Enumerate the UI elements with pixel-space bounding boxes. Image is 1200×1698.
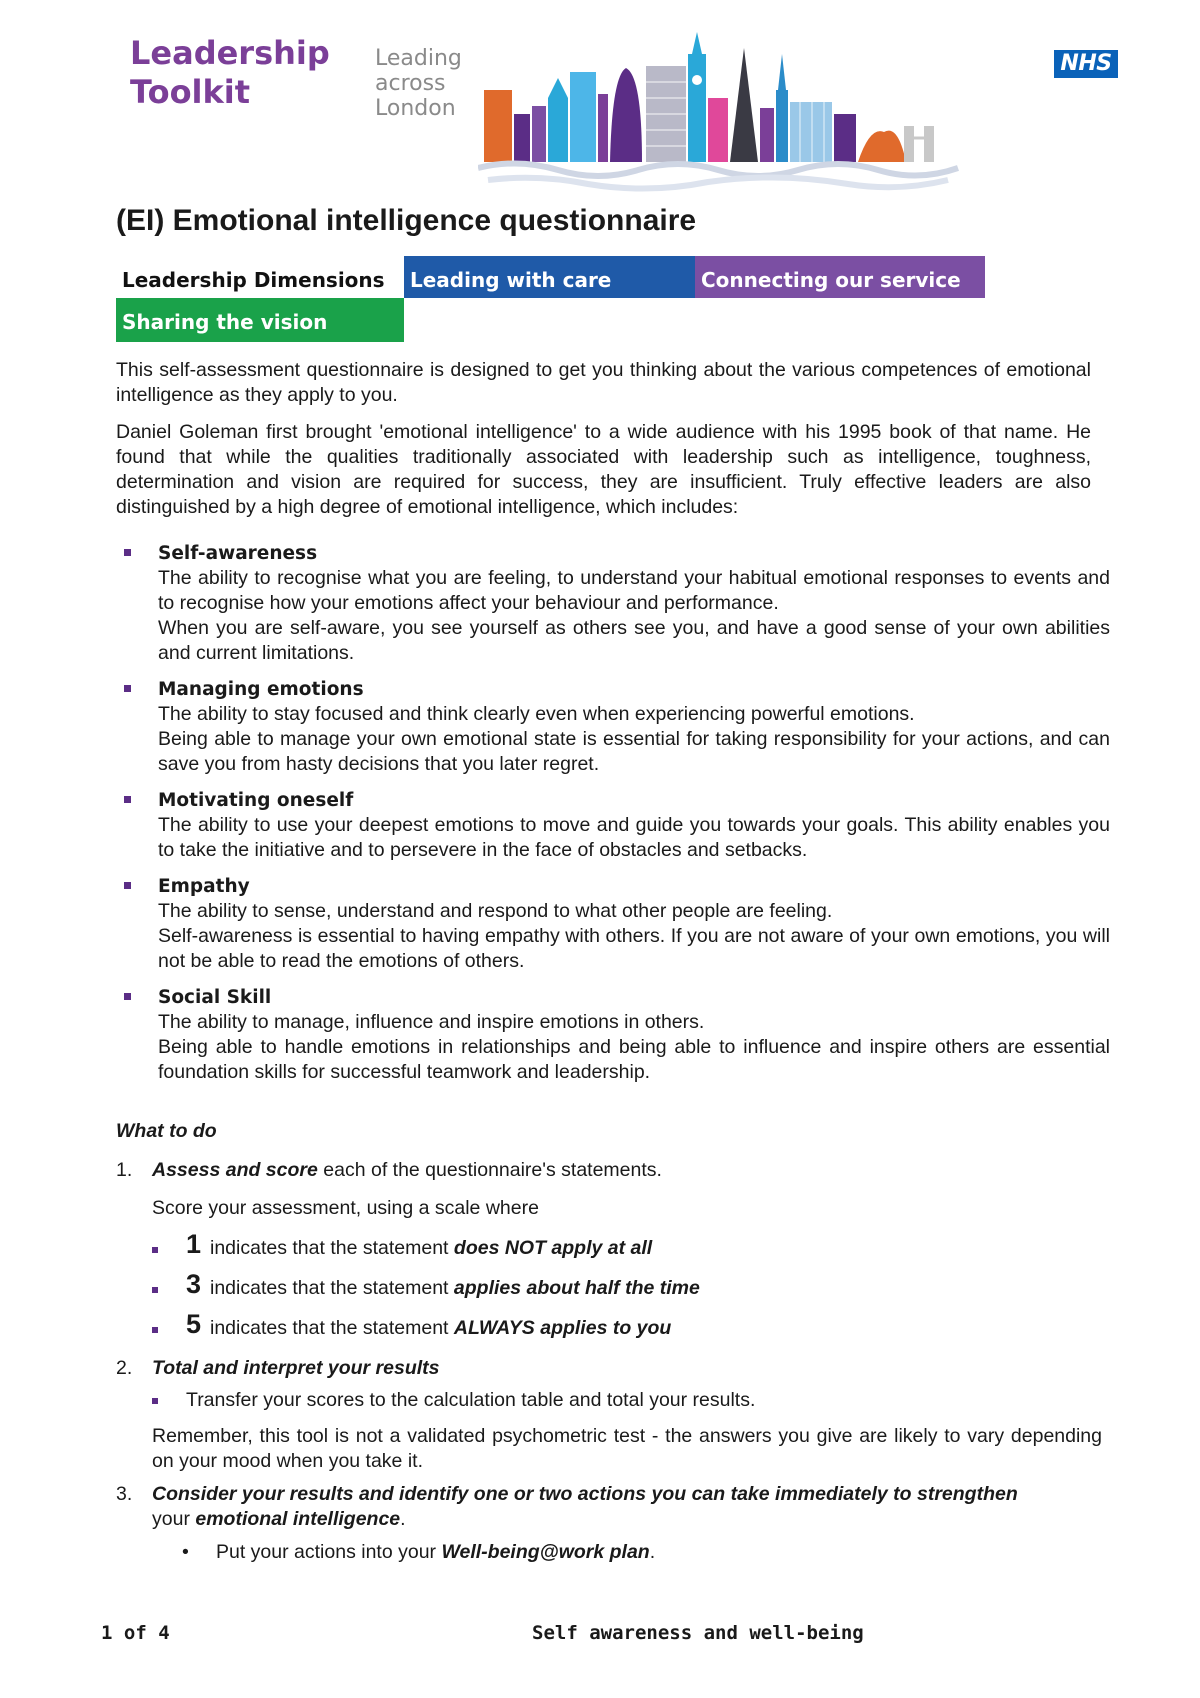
scale-text: indicates that the statement	[210, 1277, 454, 1299]
competence-self-awareness	[120, 541, 1110, 666]
square-bullet-icon	[124, 685, 131, 692]
competence-title: Social Skill	[158, 987, 272, 1008]
competence-title: Self-awareness	[158, 543, 318, 564]
competence-description	[158, 566, 1110, 666]
square-bullet-icon	[152, 1247, 158, 1253]
competence-line: The ability to recognise what you are feeling, to understand your habitual emotional responses to events and to recognise how your emotions affect your behaviour and performance.	[158, 567, 1110, 614]
leadership-dimensions-table	[116, 256, 986, 342]
dimensions-label: Leadership Dimensions	[122, 268, 385, 292]
toolkit-brand	[130, 34, 330, 112]
scale-intro: Score your assessment, using a scale where	[152, 1197, 539, 1219]
page-number: 1 of 4	[101, 1622, 170, 1644]
square-bullet-icon	[124, 993, 131, 1000]
competence-line: Self-awareness is essential to having empathy with others. If you are not aware of your own emotions, you will not be able to read the emotions of others.	[158, 925, 1110, 972]
competence-line: Being able to manage your own emotional state is essential for taking responsibility for your actions, and can save you from hasty decisions that you later regret.	[158, 728, 1110, 775]
competence-empathy	[120, 874, 1110, 974]
scale-emphasis: applies about half the time	[453, 1277, 700, 1299]
competence-title: Motivating oneself	[158, 790, 354, 811]
leading-across-london-logo	[375, 46, 462, 121]
wellbeing-plan-reference: Well-being@work plan	[441, 1541, 650, 1563]
step-number: 1.	[116, 1159, 133, 1181]
lal-line-3: London	[375, 96, 456, 121]
dimension-leading-with-care: Leading with care	[404, 256, 695, 298]
footer-section-title: Self awareness and well-being	[532, 1622, 864, 1644]
step-2-bullet-text: Transfer your scores to the calculation table and total your results.	[186, 1389, 756, 1411]
square-bullet-icon	[124, 796, 131, 803]
competence-line: Being able to handle emotions in relationships and being able to influence and inspire others are essential foundation skills for successful teamwork and leadership.	[158, 1036, 1110, 1083]
scale-number: 1	[186, 1229, 202, 1259]
square-bullet-icon	[124, 549, 131, 556]
dimension-connecting-our-service: Connecting our service	[695, 256, 985, 298]
step-3-text: your	[152, 1508, 196, 1530]
scale-number: 3	[186, 1269, 202, 1299]
competence-line: The ability to use your deepest emotions to move and guide you towards your goals. This ability enables you to take the initiative and to persevere in the face of obstacles and setbacks.	[158, 814, 1110, 861]
step-1-bold: Assess and score	[152, 1159, 318, 1181]
intro-paragraph-2: Daniel Goleman first brought 'emotional intelligence' to a wide audience with his 1995 book of that name. He found that while the qualities traditionally associated with leadership such as intelligence, toughness, determination and vision are required for success, they are insufficient. Truly effective leaders are also distinguished by a high degree of emotional intelligence, which includes:	[116, 421, 1091, 518]
competence-social-skill	[120, 985, 1110, 1085]
brand-line-2: Toolkit	[130, 73, 251, 111]
competence-line: The ability to stay focused and think clearly even when experiencing powerful emotions.	[158, 703, 915, 725]
page-title: (EI) Emotional intelligence questionnaire	[116, 204, 697, 237]
square-bullet-icon	[124, 882, 131, 889]
london-skyline-icon	[478, 28, 968, 198]
square-bullet-icon	[152, 1398, 158, 1404]
lal-line-1: Leading	[375, 46, 462, 71]
round-bullet-icon: •	[182, 1541, 189, 1563]
step-3-bullet-text: Put your actions into your	[216, 1541, 442, 1563]
step-2-bold: Total and interpret your results	[152, 1357, 440, 1379]
competence-description	[158, 1010, 1110, 1085]
step-3-end: .	[400, 1508, 406, 1530]
step-2-note: Remember, this tool is not a validated psychometric test - the answers you give are likely to vary depending on your mood when you take it.	[152, 1425, 1102, 1472]
competence-line: The ability to manage, influence and inspire emotions in others.	[158, 1011, 705, 1033]
scale-emphasis: ALWAYS applies to you	[453, 1317, 672, 1339]
competence-title: Managing emotions	[158, 679, 364, 700]
lal-line-2: across	[375, 71, 446, 96]
brand-line-1: Leadership	[130, 34, 330, 72]
scale-text: indicates that the statement	[210, 1317, 454, 1339]
competence-line: When you are self-aware, you see yourself as others see you, and have a good sense of your own abilities and current limitations.	[158, 617, 1110, 664]
intro-paragraph-1: This self-assessment questionnaire is designed to get you thinking about the various competences of emotional intelligence as they apply to you.	[116, 359, 1091, 406]
step-3-bold: Consider your results and identify one or two actions you can take immediately to strengthen	[152, 1483, 1018, 1505]
competence-motivating-oneself	[120, 788, 1110, 863]
competence-managing-emotions	[120, 677, 1110, 777]
square-bullet-icon	[152, 1287, 158, 1293]
step-number: 3.	[116, 1483, 133, 1505]
what-to-do-heading: What to do	[116, 1120, 217, 1142]
step-number: 2.	[116, 1357, 133, 1379]
competence-description	[158, 813, 1110, 863]
scale-number: 5	[186, 1309, 202, 1339]
scale-text: indicates that the statement	[210, 1237, 454, 1259]
competence-title: Empathy	[158, 876, 250, 897]
competence-description	[158, 899, 1110, 974]
step-3-bullet-end: .	[649, 1541, 656, 1563]
competence-line: The ability to sense, understand and respond to what other people are feeling.	[158, 900, 833, 922]
competence-list	[120, 541, 1110, 1096]
square-bullet-icon	[152, 1327, 158, 1333]
dimension-sharing-the-vision: Sharing the vision	[116, 298, 404, 342]
scale-emphasis: does NOT apply at all	[453, 1237, 653, 1259]
step-1-text: each of the questionnaire's statements.	[317, 1159, 662, 1181]
competence-description	[158, 702, 1110, 777]
nhs-logo: NHS	[1054, 50, 1118, 78]
step-3-bold-2: emotional intelligence	[195, 1508, 401, 1530]
